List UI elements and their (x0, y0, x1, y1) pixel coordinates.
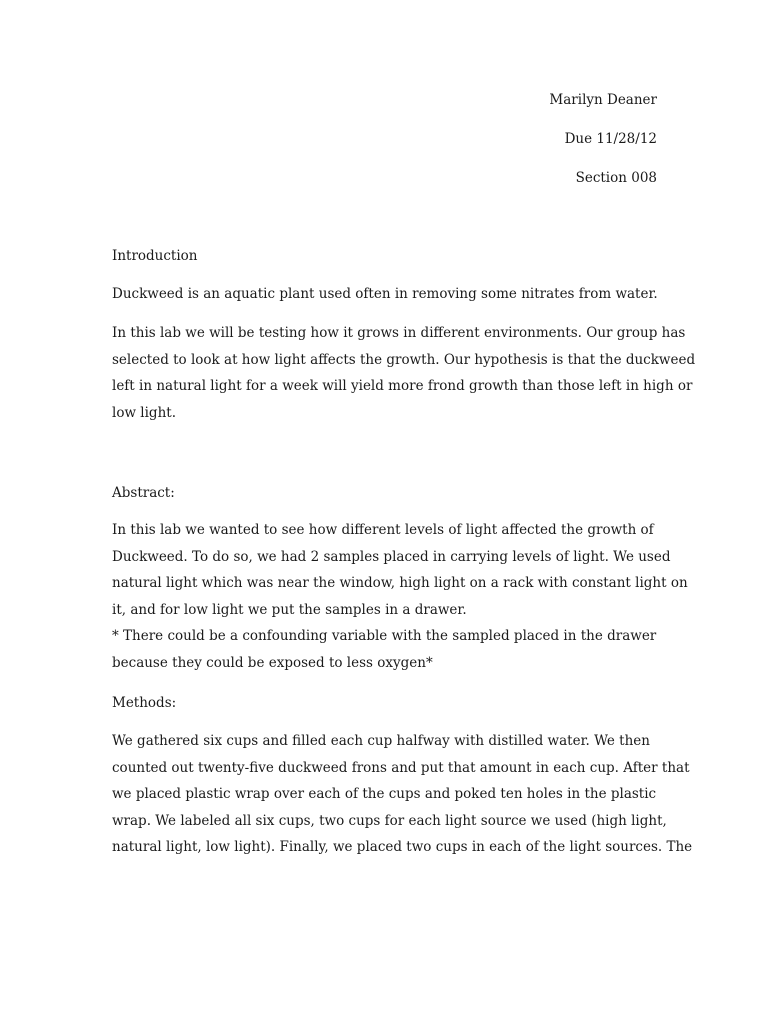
text-line: because they could be exposed to less oxygen* (112, 654, 433, 671)
text-line: In this lab we will be testing how it grows in different environments. Our group has (112, 325, 686, 341)
text-line: * There could be a confounding variable with the sampled placed in the drawer (112, 628, 657, 645)
section-number: Section 008 (575, 170, 657, 186)
text-line: wrap. We labeled all six cups, two cups for each light source we used (high light, (112, 812, 667, 829)
document-page (112, 0, 696, 1024)
abstract-paragraph (112, 517, 688, 677)
introduction-paragraph-2 (112, 320, 696, 426)
text-line: left in natural light for a week will yield more frond growth than those left in high or (112, 378, 693, 395)
text-line: In this lab we wanted to see how different levels of light affected the growth of (112, 522, 654, 538)
due-date: Due 11/28/12 (564, 131, 657, 147)
introduction-paragraph-1 (112, 281, 657, 308)
text-line: We gathered six cups and filled each cup halfway with distilled water. We then (112, 733, 650, 749)
methods-heading: Methods: (112, 695, 177, 711)
text-line: natural light which was near the window, high light on a rack with constant light on (112, 575, 688, 592)
methods-paragraph (112, 728, 693, 861)
text-line: counted out twenty-five duckweed frons and put that amount in each cup. After that (112, 759, 690, 776)
text-line: it, and for low light we put the samples in a drawer. (112, 601, 467, 618)
text-line: Duckweed. To do so, we had 2 samples placed in carrying levels of light. We used (112, 548, 671, 565)
introduction-heading: Introduction (112, 248, 198, 264)
abstract-heading: Abstract: (112, 485, 175, 501)
text-line: natural light, low light). Finally, we placed two cups in each of the light sources. The (112, 839, 693, 856)
text-line: Duckweed is an aquatic plant used often in removing some nitrates from water. (112, 286, 658, 302)
text-line: selected to look at how light affects the growth. Our hypothesis is that the duckweed (112, 351, 696, 368)
text-line: we placed plastic wrap over each of the cups and poked ten holes in the plastic (112, 786, 657, 803)
author-name: Marilyn Deaner (549, 92, 657, 108)
text-line: low light. (112, 404, 176, 421)
